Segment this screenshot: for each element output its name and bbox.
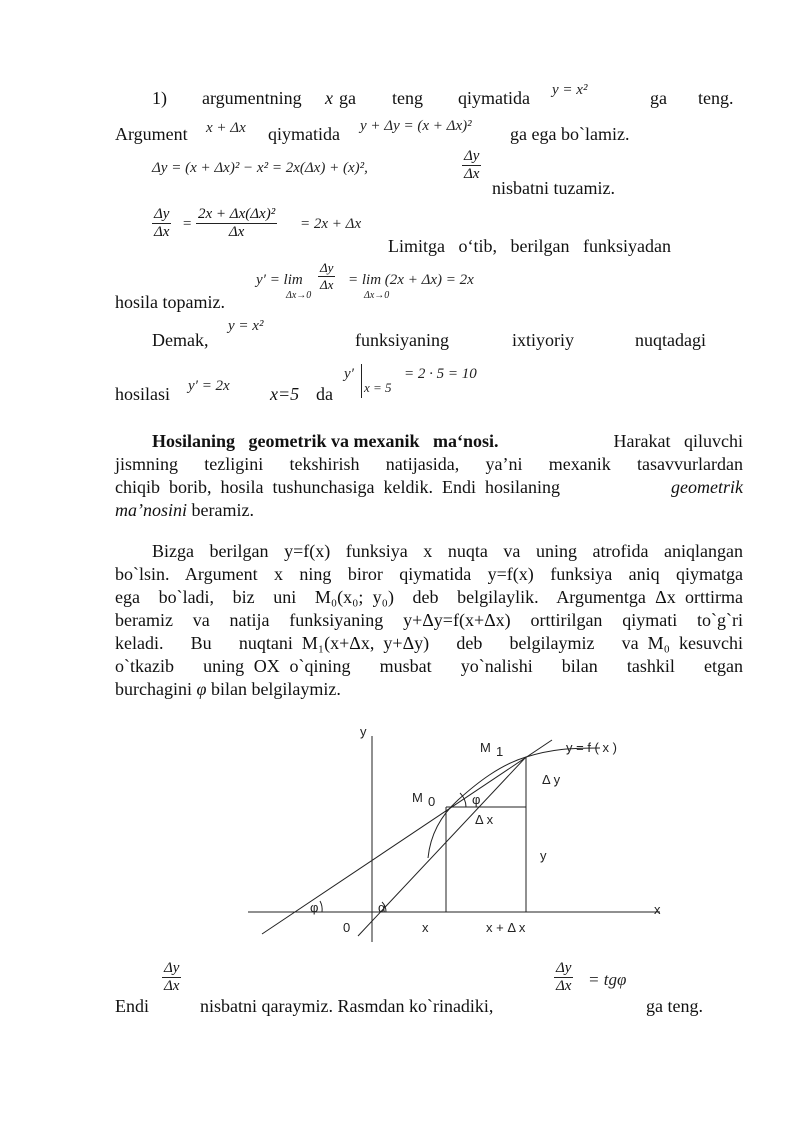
- dy-label: Δ y: [542, 772, 561, 787]
- paragraph2-line-3: ega bo`ladi, biz uni M₀(x₀; y₀) deb belgilaylik. Argumentga Δx orttirma: [115, 587, 743, 607]
- ratio-lhs-den: Δx: [154, 224, 170, 240]
- paragraph2-line-4: beramiz va natija funksiyaning y+Δy=f(x+Δx) orttirilgan qiymati to`g`ri: [115, 610, 743, 630]
- text-x5: x=5: [270, 384, 300, 404]
- formula-tg-phi: = tgφ: [588, 970, 627, 989]
- formula-dy-expansion: Δy = (x + Δx)² − x² = 2x(Δx) + (x)²,: [152, 160, 368, 176]
- ratio-result: = 2x + Δx: [300, 216, 362, 232]
- formula-x-dx: x + Δx: [206, 120, 246, 136]
- paragraph2-line-6: o`tkazib uning OX o`qining musbat yo`nalishi bilan tashkil etgan: [115, 656, 743, 676]
- formula-x-eq-5: x = 5: [364, 380, 392, 395]
- text-nisbatni-qaraymiz: nisbatni qaraymiz. Rasmdan ko`rinadiki,: [200, 996, 494, 1016]
- paragraph2-line-5: keladi. Bu nuqtani M₁(x+Δx, y+Δy) deb belgilaymiz va M₀ kesuvchi: [115, 633, 743, 653]
- x-tick-label: x: [422, 920, 429, 935]
- ratio-lhs-num: Δy: [154, 206, 170, 222]
- text-nisbatni-tuzamiz: nisbatni tuzamiz.: [492, 178, 615, 198]
- curve-label: y = f ( x ): [566, 740, 617, 755]
- text-nuqtadagi: nuqtadagi: [635, 330, 706, 350]
- text-ga: ga: [339, 88, 356, 108]
- text-hosila-topamiz: hosila topamiz.: [115, 292, 225, 312]
- text-burchagini: burchagini: [115, 679, 192, 699]
- y-axis-label: y: [360, 724, 367, 739]
- text-hosilasi: hosilasi: [115, 384, 171, 404]
- paragraph-line: jismning tezligini tekshirish natijasida, ya’ni mexanik tasavvurlardan: [115, 454, 743, 474]
- function-curve: [428, 748, 600, 858]
- ratio-rhs-num: 2x + Δx(Δx)²: [198, 206, 276, 222]
- text-endi: Endi: [115, 996, 149, 1016]
- eq-frac-num: Δy: [556, 960, 572, 976]
- alpha-label: α: [378, 900, 386, 915]
- formula-limit-b: = lim (2x + Δx) = 2x: [348, 272, 474, 288]
- phi-top-label: φ: [472, 792, 481, 807]
- fraction-eq: [554, 960, 573, 995]
- m1-subscript: 1: [496, 744, 504, 759]
- y-height-label: y: [540, 848, 547, 863]
- paragraph2-line-1: Bizga berilgan y=f(x) funksiya x nuqta va uning atrofida aniqlangan: [152, 541, 743, 561]
- formula-y-dy: y + Δy = (x + Δx)²: [360, 118, 472, 134]
- dx-label: Δ x: [475, 812, 494, 827]
- formula-y-x2: y = x²: [552, 82, 588, 98]
- text-ga-teng: ga teng.: [646, 996, 703, 1016]
- text-beramiz: beramiz.: [191, 500, 254, 520]
- phi-arc-bottom: [320, 901, 322, 912]
- formula-limit-a: y′ = lim: [256, 272, 303, 288]
- text-teng2: teng.: [698, 88, 734, 108]
- text-funksiyaning: funksiyaning: [355, 330, 449, 350]
- text-harakat: Harakat qiluvchi: [613, 431, 743, 451]
- text-manosini: ma’nosini: [115, 500, 187, 520]
- text-bilan-belgilaymiz: bilan belgilaymiz.: [210, 679, 341, 699]
- text-teng: teng: [392, 88, 423, 108]
- m0-subscript: 0: [428, 794, 436, 809]
- endi-frac-den: Δx: [164, 978, 180, 994]
- limit-sub-1: Δx→0: [286, 290, 312, 301]
- limit-sub-2: Δx→0: [364, 290, 390, 301]
- fraction-endi: [162, 960, 181, 995]
- eq-frac-den: Δx: [556, 978, 572, 994]
- formula-result-10: = 2 · 5 = 10: [404, 366, 477, 382]
- text-geometrik: geometrik: [671, 477, 743, 497]
- text-da: da: [316, 384, 333, 404]
- text-argument: Argument: [115, 124, 188, 144]
- text-ga-ega: ga ega bo`lamiz.: [510, 124, 630, 144]
- formula-yp: y′: [344, 366, 354, 382]
- text-limitga: Limitga o‘tib, berilgan funksiyadan: [388, 236, 671, 256]
- text-qiymatida2: qiymatida: [268, 124, 340, 144]
- origin-label: 0: [343, 920, 351, 935]
- frac-denominator: Δx: [464, 166, 480, 182]
- paragraph2-line-2: bo`lsin. Argument x ning biror qiymatida y=f(x) funksiya aniq qiymatga: [115, 564, 743, 584]
- m1-label: M: [480, 740, 491, 755]
- tangent-line: [262, 740, 552, 934]
- text-l3: chiqib borib, hosila tushunchasiga keldik. Endi hosilaning: [115, 477, 560, 497]
- frac-numerator: Δy: [464, 148, 480, 164]
- lim-frac-num: Δy: [320, 260, 334, 275]
- var-x: x: [325, 88, 333, 108]
- formula-yp-2x: y′ = 2x: [188, 378, 230, 394]
- formula-y-x2-b: y = x²: [228, 318, 264, 334]
- endi-frac-num: Δy: [164, 960, 180, 976]
- text-demak: Demak,: [152, 330, 209, 350]
- ratio-rhs-den: Δx: [228, 224, 245, 240]
- text-ixtiyoriy: ixtiyoriy: [512, 330, 574, 350]
- item-number: 1): [152, 88, 167, 108]
- text-argumentning: argumentning: [202, 88, 302, 108]
- equals-sign: =: [182, 216, 193, 232]
- lim-frac-den: Δx: [320, 277, 334, 292]
- phi-bottom-label: φ: [310, 900, 319, 915]
- xdx-tick-label: x + Δ x: [486, 920, 526, 935]
- section-heading: Hosilaning geometrik va mexanik ma‘nosi.: [152, 431, 499, 451]
- text-qiymatida: qiymatida: [458, 88, 530, 108]
- m0-label: M: [412, 790, 423, 805]
- text-ga2: ga: [650, 88, 667, 108]
- x-axis-label: x: [654, 902, 661, 917]
- phi-symbol: φ: [196, 679, 207, 699]
